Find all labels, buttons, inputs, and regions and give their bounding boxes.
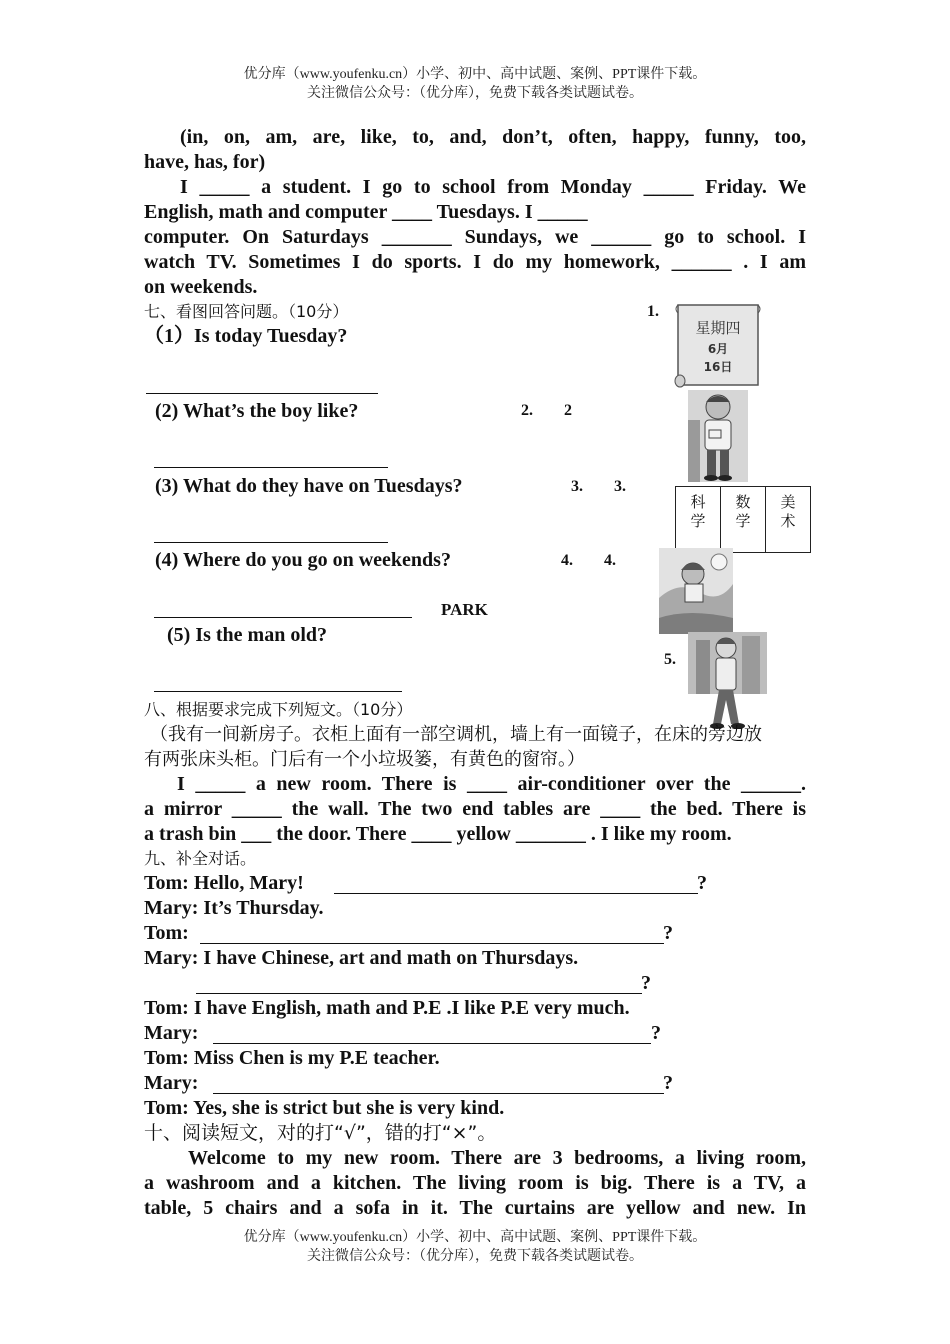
dialogue-blank-1[interactable]	[334, 893, 698, 894]
dialogue-line-6: Tom: I have English, math and P.E .I like P.E very much.	[144, 997, 630, 1019]
question-5: (5) Is the man old?	[167, 624, 328, 646]
section10-title: 十、阅读短文，对的打“√”，错的打“×”。	[144, 1122, 497, 1144]
boy-picture	[688, 390, 748, 482]
answer-line-2[interactable]	[154, 467, 388, 468]
subject-char: 学	[735, 512, 751, 530]
boy-illustration-icon	[688, 390, 748, 482]
question-mark: ?	[697, 872, 707, 894]
answer-line-1[interactable]	[146, 393, 378, 394]
page-header-line1: 优分库（www.youfenku.cn）小学、初中、高中试题、案例、PPT课件下载。	[243, 67, 707, 82]
dialogue-line-4: Mary: I have Chinese, art and math on Thursdays.	[144, 947, 579, 969]
park-label: PARK	[441, 600, 488, 619]
picture-mark-3a: 3.	[571, 478, 583, 495]
section9-title: 九、补全对话。	[144, 849, 257, 868]
question-2: (2) What’s the boy like?	[155, 400, 359, 422]
park-picture	[659, 548, 733, 634]
picture-mark-2b: 2	[564, 402, 572, 419]
subject-char: 科	[690, 493, 706, 511]
fill-passage-line1: I _____ a student. I go to school from Monday _____ Friday. We	[180, 176, 806, 198]
picture-mark-4b: 4.	[604, 552, 616, 569]
question-4: (4) Where do you go on weekends?	[155, 549, 451, 571]
room-passage-line1: I _____ a new room. There is ____ air-conditioner over the ______.	[177, 773, 806, 795]
answer-line-4[interactable]	[154, 617, 412, 618]
picture-mark-4a: 4.	[561, 552, 573, 569]
dialogue-line-8: Tom: Miss Chen is my P.E teacher.	[144, 1047, 440, 1069]
answer-line-3[interactable]	[154, 542, 388, 543]
fill-passage-line4: watch TV. Sometimes I do sports. I do my homework, ______ . I am	[144, 251, 806, 273]
fill-passage-line2: English, math and computer ____ Tuesdays. I _____	[144, 201, 588, 223]
dialogue-blank-3[interactable]	[200, 943, 664, 944]
question-3: (3) What do they have on Tuesdays?	[155, 475, 463, 497]
subject-table	[675, 486, 811, 553]
answer-line-5[interactable]	[154, 691, 402, 692]
dialogue-blank-7[interactable]	[213, 1043, 651, 1044]
picture-mark-3b: 3.	[614, 478, 626, 495]
man-picture	[688, 632, 767, 732]
section8-chinese-line1: （我有一间新房子。衣柜上面有一部空调机，墙上有一面镜子，在床的旁边放	[150, 724, 762, 745]
room-passage-line2: a mirror _____ the wall. The two end tables are ____ the bed. There is	[144, 798, 806, 820]
picture-mark-5: 5.	[664, 651, 676, 668]
man-illustration-icon	[688, 632, 767, 732]
dialogue-line-3: Tom:	[144, 922, 189, 944]
dialogue-line-2: Mary: It’s Thursday.	[144, 897, 324, 919]
question-mark: ?	[663, 1072, 673, 1094]
park-scene-icon	[659, 548, 733, 634]
question-mark: ?	[641, 972, 651, 994]
question-mark: ?	[651, 1022, 661, 1044]
reading-line-1: Welcome to my new room. There are 3 bedrooms, a living room,	[188, 1147, 806, 1169]
word-bank-line1: (in, on, am, are, like, to, and, don’t, often, happy, funny, too,	[180, 126, 806, 148]
dialogue-line-10: Tom: Yes, she is strict but she is very kind.	[144, 1097, 505, 1119]
calendar-day: 16日	[703, 360, 733, 374]
subject-char: 美	[780, 493, 796, 511]
calendar-weekday: 星期四	[695, 319, 741, 337]
subject-cell-science	[676, 487, 721, 553]
picture-mark-1: 1.	[647, 303, 659, 320]
subject-char: 数	[735, 493, 751, 511]
reading-line-2: a washroom and a kitchen. The living room is big. There is a TV, a	[144, 1172, 806, 1194]
section7-title: 七、看图回答问题。（10分）	[144, 302, 349, 321]
fill-passage-line3: computer. On Saturdays _______ Sundays, we ______ go to school. I	[144, 226, 806, 248]
word-bank-line2: have, has, for)	[144, 151, 266, 173]
fill-passage-line5: on weekends.	[144, 276, 258, 298]
calendar-picture	[674, 299, 762, 391]
page-header-line2: 关注微信公众号：（优分库），免费下载各类试题试卷。	[307, 86, 643, 101]
picture-mark-2a: 2.	[521, 402, 533, 419]
page-footer-line1: 优分库（www.youfenku.cn）小学、初中、高中试题、案例、PPT课件下载。	[243, 1230, 707, 1245]
dialogue-line-9: Mary:	[144, 1072, 199, 1094]
dialogue-blank-9[interactable]	[213, 1093, 664, 1094]
room-passage-line3: a trash bin ___ the door. There ____ yellow _______ . I like my room.	[144, 823, 732, 845]
dialogue-blank-5[interactable]	[196, 993, 642, 994]
subject-char: 术	[780, 512, 796, 530]
question-mark: ?	[663, 922, 673, 944]
question-1: （1）Is today Tuesday?	[144, 325, 348, 347]
subject-cell-art	[766, 487, 811, 553]
dialogue-line-7: Mary:	[144, 1022, 199, 1044]
subject-char: 学	[690, 512, 706, 530]
section8-title: 八、根据要求完成下列短文。（10分）	[144, 700, 413, 719]
reading-line-3: table, 5 chairs and a sofa in it. The curtains are yellow and new. In	[144, 1197, 806, 1219]
calendar-month: 6月	[707, 342, 729, 356]
subject-cell-math	[721, 487, 766, 553]
dialogue-line-1: Tom: Hello, Mary!	[144, 872, 304, 894]
section8-chinese-line2: 有两张床头柜。门后有一个小垃圾篓，有黄色的窗帘。）	[144, 749, 585, 770]
page-footer-line2: 关注微信公众号：（优分库），免费下载各类试题试卷。	[307, 1249, 643, 1264]
subject-row	[676, 487, 811, 553]
